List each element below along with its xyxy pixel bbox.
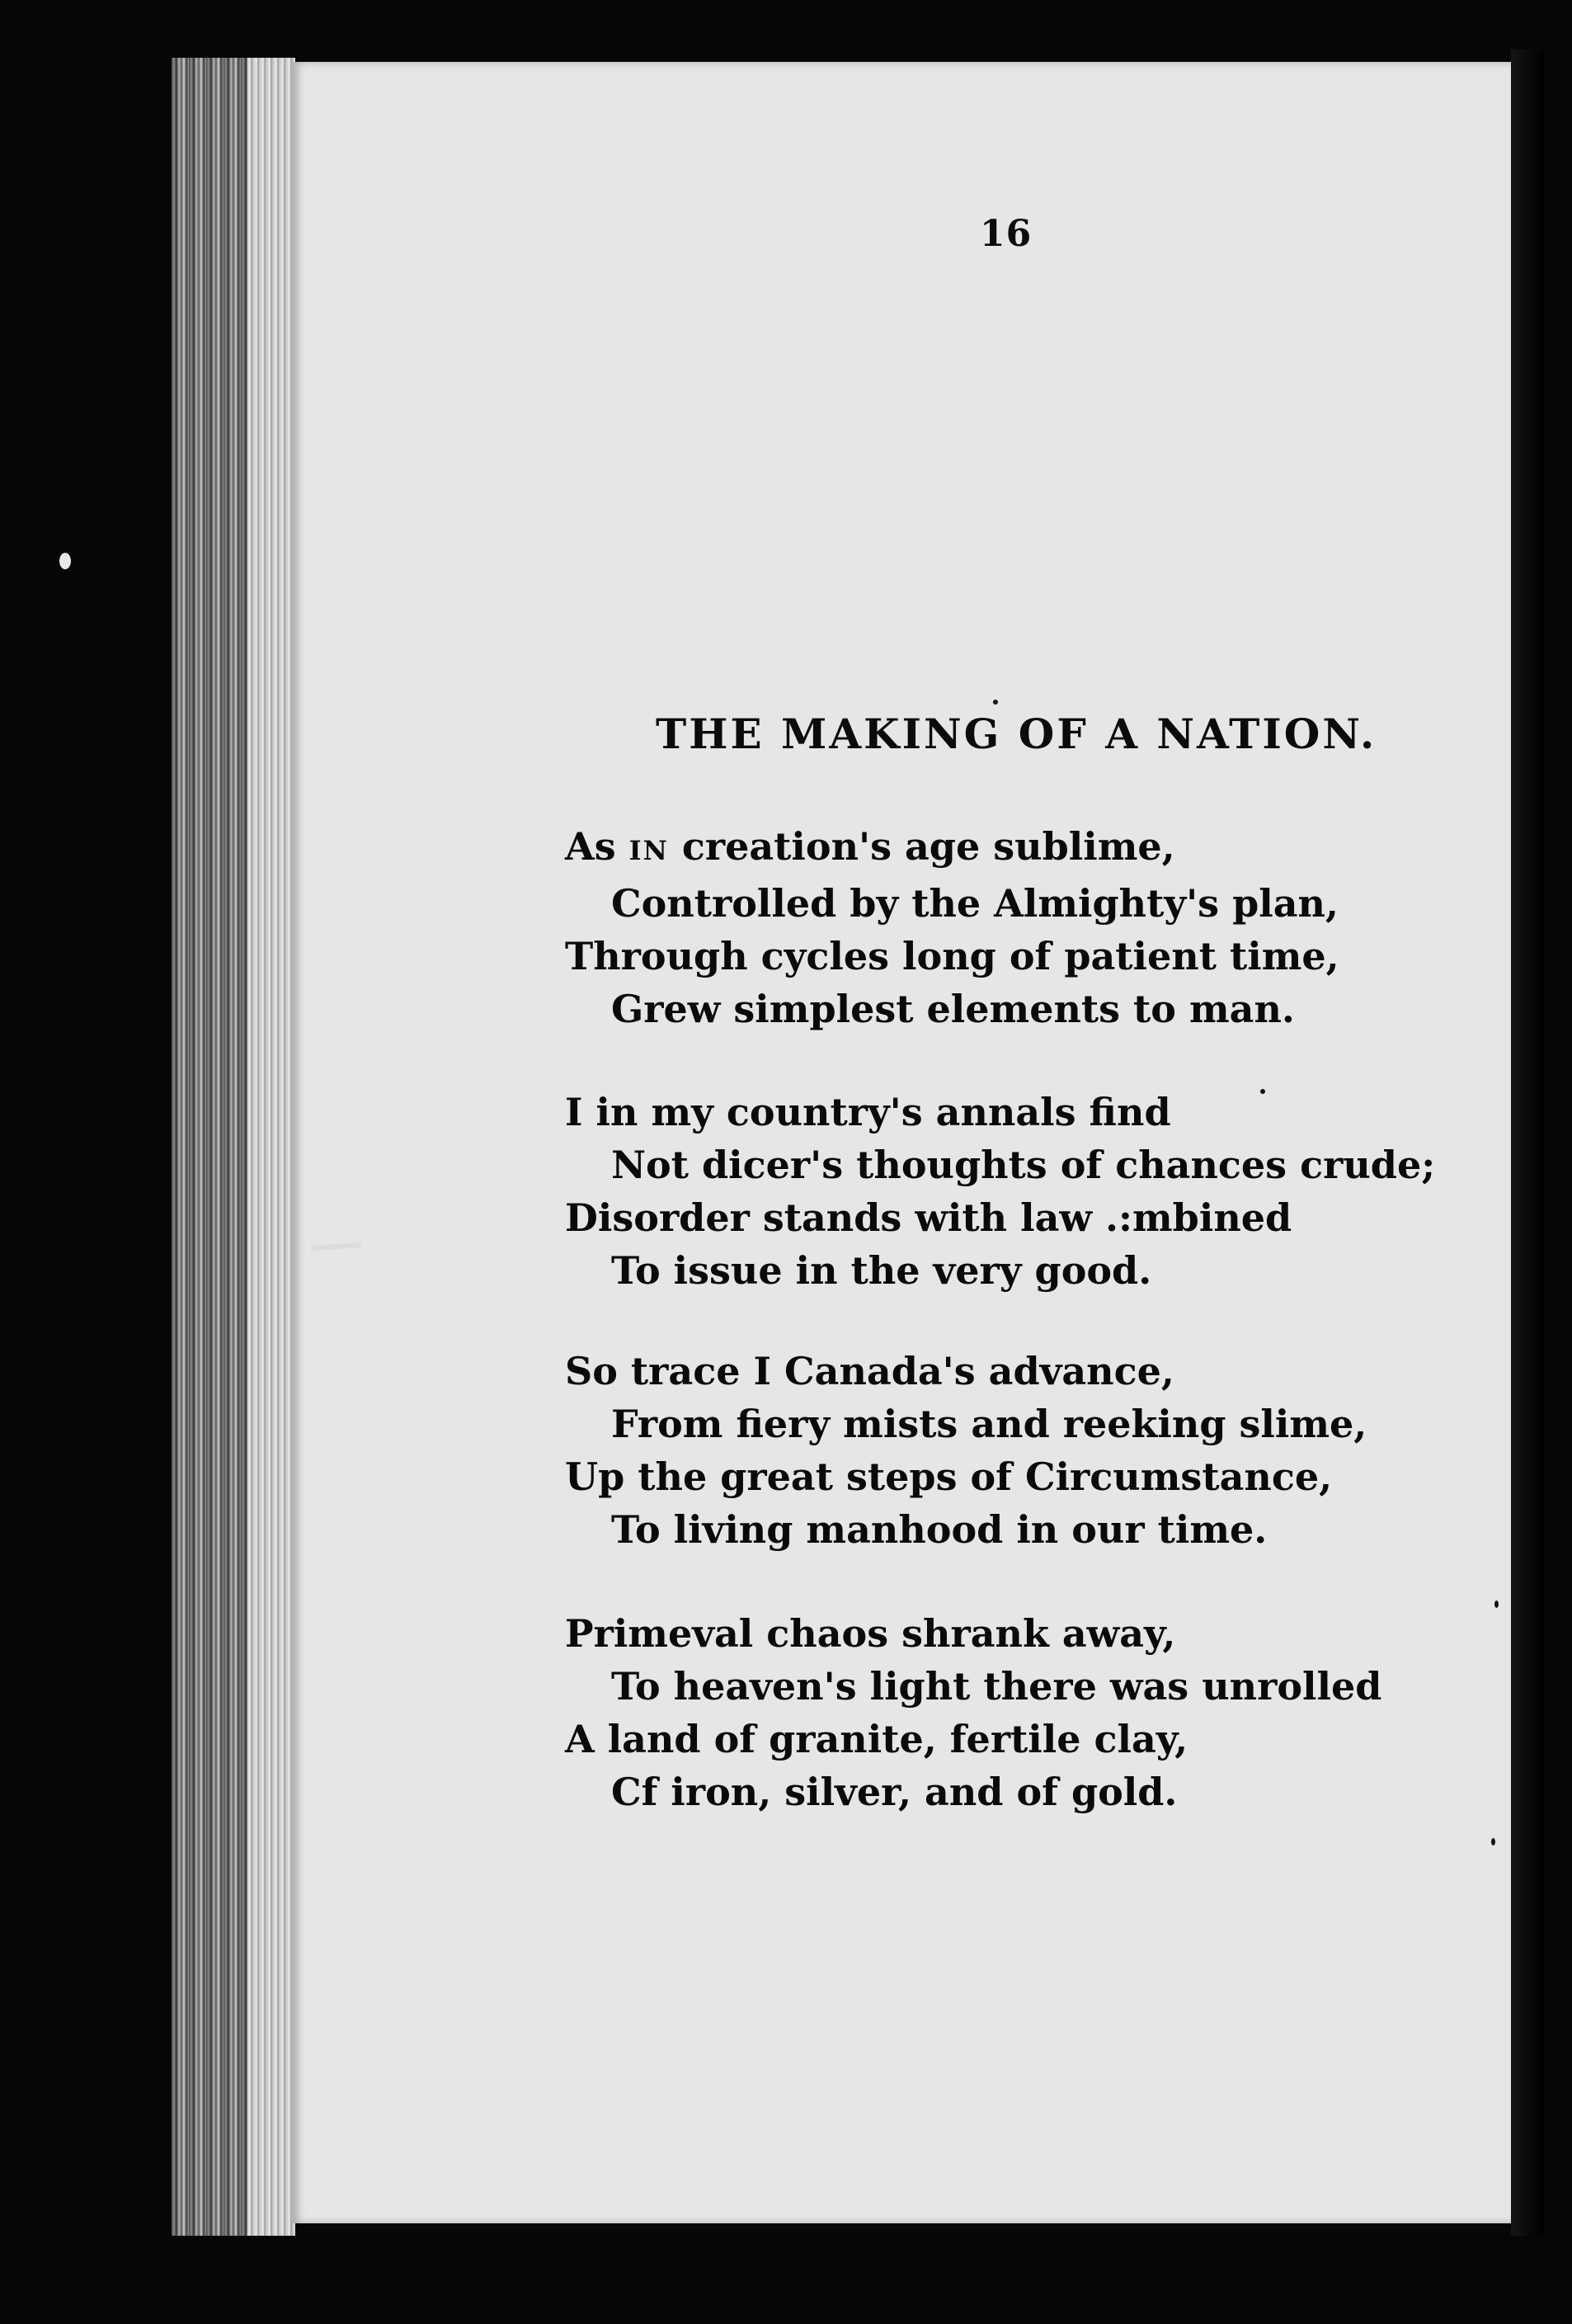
book-page-edges-inner [247, 58, 295, 2236]
poem-line: Disorder stands with law .:mbined [565, 1195, 1292, 1240]
stanza-2 [565, 1086, 1435, 1297]
poem-line: To living manhood in our time. [611, 1507, 1268, 1552]
poem-line: From fiery mists and reeking slime, [611, 1402, 1367, 1446]
poem-line: Up the great steps of Circumstance, [565, 1454, 1333, 1499]
poem-line: To heaven's light there was unrolled [611, 1664, 1382, 1709]
poem-line: Cf iron, silver, and of gold. [611, 1770, 1178, 1814]
page-number: 16 [980, 213, 1033, 255]
page-right-shadow [1511, 49, 1544, 2236]
stanza-3 [565, 1345, 1367, 1556]
poem-title: THE MAKING OF A NATION. [656, 709, 1377, 758]
scan-speck [1494, 1600, 1499, 1608]
scan-speck [1260, 1089, 1265, 1094]
poem-line: Grew simplest elements to man. [611, 987, 1295, 1031]
stanza-4 [565, 1607, 1381, 1818]
poem-line: Not dicer's thoughts of chances crude; [611, 1143, 1436, 1187]
poem-line: Controlled by the Almighty's plan, [611, 881, 1339, 926]
small-caps-word: IN [628, 835, 669, 866]
poem-line: I in my country's annals find [565, 1090, 1171, 1134]
poem-line: So trace I Canada's advance, [565, 1349, 1174, 1393]
stanza-1 [565, 820, 1339, 1035]
scan-speck [1491, 1838, 1495, 1846]
poem-line: Primeval chaos shrank away, [565, 1611, 1176, 1656]
scan-speck [993, 700, 998, 705]
poem-line: To issue in the very good. [611, 1248, 1152, 1293]
poem-line: Through cycles long of patient time, [565, 934, 1339, 978]
scan-artifact-dot [59, 553, 71, 569]
poem-line: A land of granite, fertile clay, [565, 1717, 1188, 1761]
poem-line: As IN creation's age sublime, [565, 824, 1175, 869]
